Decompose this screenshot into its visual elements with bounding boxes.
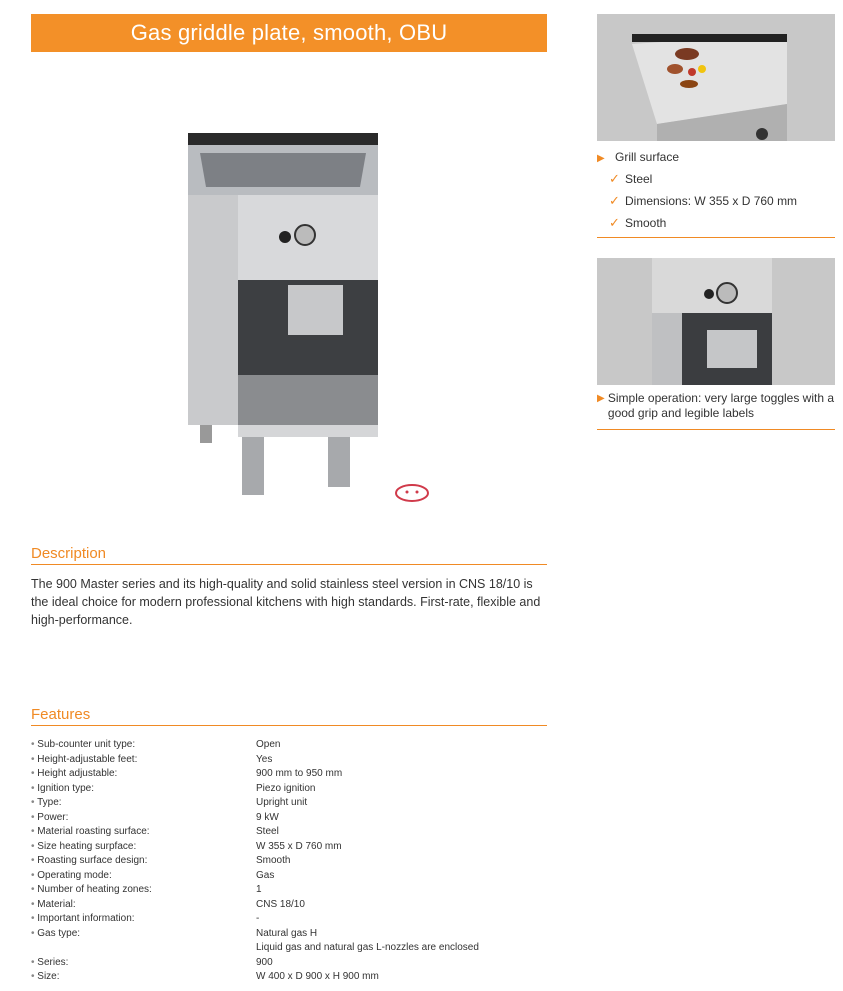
grill-item: ✓ Steel bbox=[597, 168, 835, 190]
features-heading: Features bbox=[31, 706, 547, 726]
feature-label: • Roasting surface design: bbox=[31, 854, 256, 869]
feature-row bbox=[31, 840, 547, 855]
feature-label: • Series: bbox=[31, 956, 256, 971]
feature-value: Smooth bbox=[256, 855, 291, 866]
feature-value: 1 bbox=[256, 884, 262, 895]
feature-label: • Power: bbox=[31, 811, 256, 826]
feature-value: 9 kW bbox=[256, 811, 279, 823]
feature-label: • Material roasting surface: bbox=[31, 825, 256, 840]
grill-surface-block bbox=[597, 148, 835, 238]
operation-image bbox=[597, 258, 835, 385]
feature-label: • Sub-counter unit type: bbox=[31, 738, 256, 753]
feature-value: W 400 x D 900 x H 900 mm bbox=[256, 971, 379, 982]
feature-row bbox=[31, 782, 547, 797]
feature-row bbox=[31, 738, 547, 753]
feature-row bbox=[31, 883, 547, 898]
feature-row bbox=[31, 869, 547, 884]
features-list bbox=[31, 738, 547, 985]
feature-row bbox=[31, 825, 547, 840]
feature-value: Steel bbox=[256, 826, 279, 837]
operation-text: Simple operation: very large toggles with a good grip and legible labels bbox=[607, 391, 835, 420]
feature-row bbox=[31, 941, 547, 956]
description-heading: Description bbox=[31, 545, 547, 565]
grill-item: ✓ Dimensions: W 355 x D 760 mm bbox=[597, 190, 835, 212]
feature-row bbox=[31, 767, 547, 782]
feature-row bbox=[31, 898, 547, 913]
description-text: The 900 Master series and its high-quality and solid stainless steel version in CNS 18/10 is the ideal choice for modern professional kitchens with high standards. First-rate, flexible and high-performance. bbox=[31, 577, 541, 627]
feature-label: • Height-adjustable feet: bbox=[31, 753, 256, 768]
feature-value: Yes bbox=[256, 753, 273, 765]
feature-value: W 355 x D 760 mm bbox=[256, 840, 342, 852]
feature-label: • Material: bbox=[31, 898, 256, 913]
checkmark-icon: ✓ bbox=[609, 171, 620, 186]
checkmark-icon: ✓ bbox=[609, 193, 620, 208]
feature-value: 900 bbox=[256, 956, 273, 968]
checkmark-icon: ✓ bbox=[609, 215, 620, 230]
feature-label: • Size: bbox=[31, 970, 256, 985]
feature-value: 900 mm to 950 mm bbox=[256, 768, 343, 779]
feature-value: Piezo ignition bbox=[256, 782, 316, 794]
feature-row bbox=[31, 970, 547, 985]
feature-label: • Operating mode: bbox=[31, 869, 256, 884]
feature-value: Natural gas H bbox=[256, 927, 318, 939]
feature-label: • Height adjustable: bbox=[31, 767, 256, 782]
feature-value: Gas bbox=[256, 869, 275, 881]
feature-row bbox=[31, 811, 547, 826]
feature-row bbox=[31, 956, 547, 971]
feature-row bbox=[31, 912, 547, 927]
feature-label: • Size heating surpface: bbox=[31, 840, 256, 855]
feature-row bbox=[31, 753, 547, 768]
feature-row bbox=[31, 854, 547, 869]
feature-row bbox=[31, 796, 547, 811]
feature-value: Open bbox=[256, 739, 281, 750]
feature-label: • Gas type: bbox=[31, 927, 256, 942]
feature-label: • Ignition type: bbox=[31, 782, 256, 797]
product-image bbox=[180, 125, 460, 515]
feature-value: Liquid gas and natural gas L-nozzles are enclosed bbox=[256, 942, 479, 953]
triangle-bullet-icon: ▶ bbox=[597, 393, 605, 404]
feature-label: • Type: bbox=[31, 796, 256, 811]
triangle-bullet-icon: ▶ bbox=[597, 153, 605, 164]
feature-label: • Important information: bbox=[31, 912, 256, 927]
grill-item: ✓ Smooth bbox=[597, 212, 835, 234]
feature-row bbox=[31, 927, 547, 942]
grill-surface-heading: Grill surface bbox=[615, 150, 680, 164]
grill-surface-image bbox=[597, 14, 835, 141]
cat-logo-icon bbox=[396, 485, 428, 501]
page-title: Gas griddle plate, smooth, OBU bbox=[31, 14, 547, 52]
feature-label: • Number of heating zones: bbox=[31, 883, 256, 898]
operation-block bbox=[597, 391, 835, 430]
feature-value: Upright unit bbox=[256, 797, 308, 808]
feature-value: CNS 18/10 bbox=[256, 898, 305, 910]
feature-value: - bbox=[256, 913, 260, 924]
